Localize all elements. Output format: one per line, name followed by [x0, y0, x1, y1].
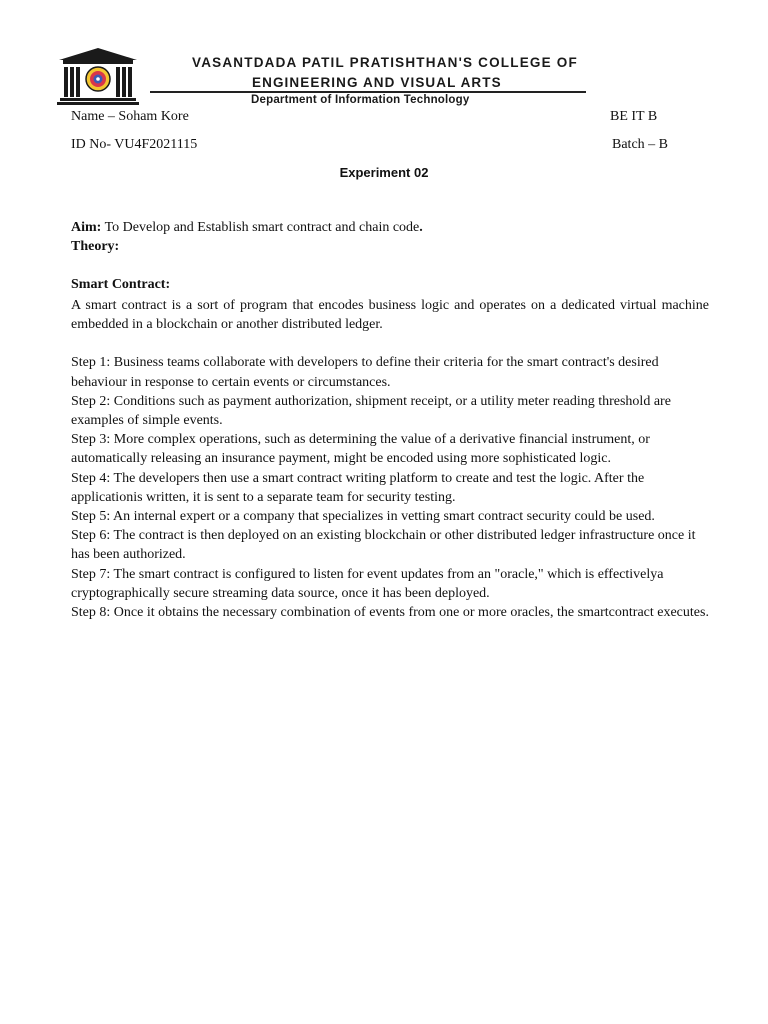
- aim-line: [71, 218, 423, 237]
- student-batch: Batch – B: [612, 137, 668, 152]
- theory-body: [71, 296, 709, 622]
- college-logo: [55, 46, 141, 106]
- step-8: Step 8: Once it obtains the necessary combination of events from one or more oracles, the smartcontract executes.: [71, 605, 709, 621]
- aim-end: .: [419, 220, 423, 235]
- college-name-line1: VASANTDADA PATIL PRATISHTHAN'S COLLEGE OF: [192, 55, 578, 70]
- header-divider: [150, 91, 586, 93]
- college-name-line2: ENGINEERING AND VISUAL ARTS: [252, 75, 502, 90]
- step-7: Step 7: The smart contract is configured to listen for event updates from an "oracle," which is effectivelya cryptographically secure streaming data source, once it has been deployed.: [71, 566, 664, 601]
- aim-text: To Develop and Establish smart contract and chain code: [101, 220, 420, 235]
- step-5: Step 5: An internal expert or a company that specializes in vetting smart contract security could be used.: [71, 509, 655, 525]
- aim-label: Aim:: [71, 220, 102, 235]
- step-6: Step 6: The contract is then deployed on an existing blockchain or other distributed ledger infrastructure once it has been authorized.: [71, 528, 696, 563]
- section-heading: Smart Contract:: [71, 277, 171, 292]
- intro-paragraph: A smart contract is a sort of program that encodes business logic and operates on a dedicated virtual machine embedded in a blockchain or another distributed ledger.: [71, 298, 709, 333]
- step-1: Step 1: Business teams collaborate with developers to define their criteria for the smart contract's desired behaviour in response to certain events or circumstances.: [71, 355, 659, 390]
- experiment-title: Experiment 02: [339, 165, 429, 180]
- theory-heading: Theory:: [71, 239, 120, 254]
- student-name: Name – Soham Kore: [71, 109, 189, 124]
- step-2: Step 2: Conditions such as payment authorization, shipment receipt, or a utility meter reading threshold are examples of simple events.: [71, 393, 671, 429]
- student-id: ID No- VU4F2021115: [71, 137, 198, 152]
- department-name: Department of Information Technology: [251, 94, 470, 106]
- student-class: BE IT B: [610, 109, 658, 124]
- step-3: Step 3: More complex operations, such as determining the value of a derivative financial instrument, or automatically releasing an insurance payment, might be encoded using more sophisticated logic.: [71, 432, 650, 467]
- step-4: Step 4: The developers then use a smart contract writing platform to create and test the logic. After the applicationis written, it is sent to a separate team for security testing.: [71, 470, 645, 505]
